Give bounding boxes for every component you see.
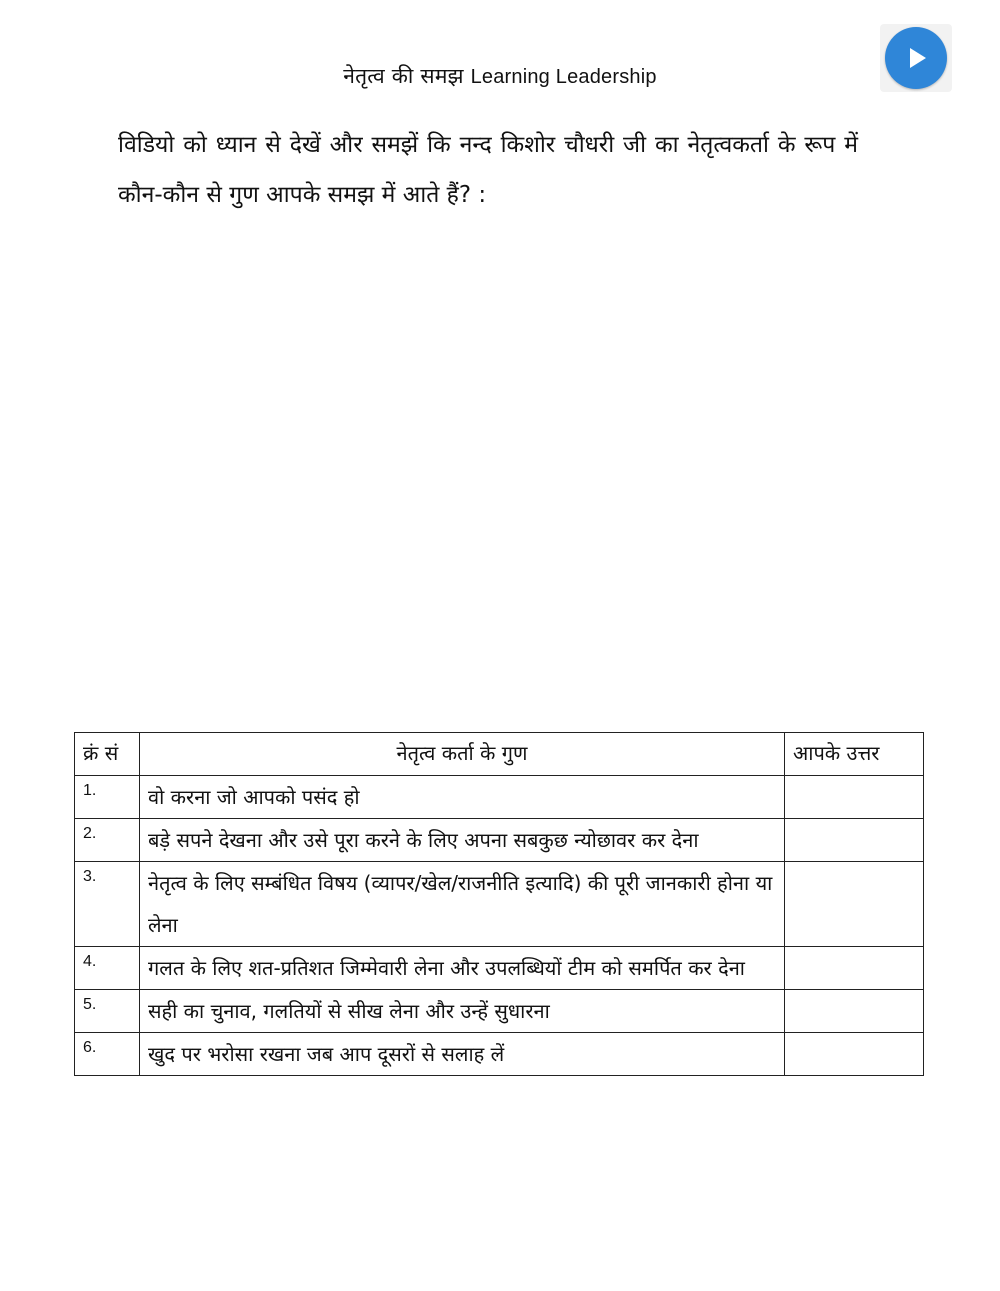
row-quality-text: वो करना जो आपको पसंद हो bbox=[140, 776, 785, 819]
answer-cell[interactable] bbox=[785, 947, 924, 990]
table-row bbox=[75, 862, 924, 947]
row-number: 5. bbox=[75, 990, 140, 1033]
instruction-text: विडियो को ध्यान से देखें और समझें कि नन्द किशोर चौधरी जी का नेतृत्वकर्ता के रूप में कौन-कौन से गुण आपके समझ में आते हैं? : bbox=[118, 132, 858, 208]
table-header-row bbox=[75, 733, 924, 776]
table-row bbox=[75, 819, 924, 862]
row-quality-text: गलत के लिए शत-प्रतिशत जिम्मेवारी लेना और उपलब्धियों टीम को समर्पित कर देना bbox=[140, 947, 785, 990]
title-english: Learning Leadership bbox=[470, 66, 657, 88]
title-hindi: नेतृत्व की समझ bbox=[343, 64, 464, 88]
table-row bbox=[75, 1033, 924, 1076]
row-number: 3. bbox=[75, 862, 140, 947]
answer-cell[interactable] bbox=[785, 990, 924, 1033]
row-number: 2. bbox=[75, 819, 140, 862]
header-your-answer: आपके उत्तर bbox=[785, 733, 924, 776]
header-qualities: नेतृत्व कर्ता के गुण bbox=[140, 733, 785, 776]
table-row bbox=[75, 776, 924, 819]
row-number: 6. bbox=[75, 1033, 140, 1076]
answer-cell[interactable] bbox=[785, 819, 924, 862]
play-icon bbox=[901, 43, 931, 73]
video-play-button[interactable] bbox=[880, 24, 952, 92]
answer-cell[interactable] bbox=[785, 1033, 924, 1076]
header-serial-number: क्रं सं bbox=[75, 733, 140, 776]
table-row bbox=[75, 947, 924, 990]
row-quality-text: बड़े सपने देखना और उसे पूरा करने के लिए अपना सबकुछ न्योछावर कर देना bbox=[140, 819, 785, 862]
row-number: 4. bbox=[75, 947, 140, 990]
row-quality-text: खुद पर भरोसा रखना जब आप दूसरों से सलाह लें bbox=[140, 1033, 785, 1076]
page-title bbox=[0, 62, 1000, 90]
table-row bbox=[75, 990, 924, 1033]
row-quality-text: नेतृत्व के लिए सम्बंधित विषय (व्यापर/खेल/राजनीति इत्यादि) की पूरी जानकारी होना या लेना bbox=[140, 862, 785, 947]
answer-cell[interactable] bbox=[785, 776, 924, 819]
answer-cell[interactable] bbox=[785, 862, 924, 947]
leadership-qualities-table bbox=[74, 732, 924, 1076]
row-quality-text: सही का चुनाव, गलतियों से सीख लेना और उन्हें सुधारना bbox=[140, 990, 785, 1033]
row-number: 1. bbox=[75, 776, 140, 819]
play-button-circle[interactable] bbox=[885, 27, 947, 89]
